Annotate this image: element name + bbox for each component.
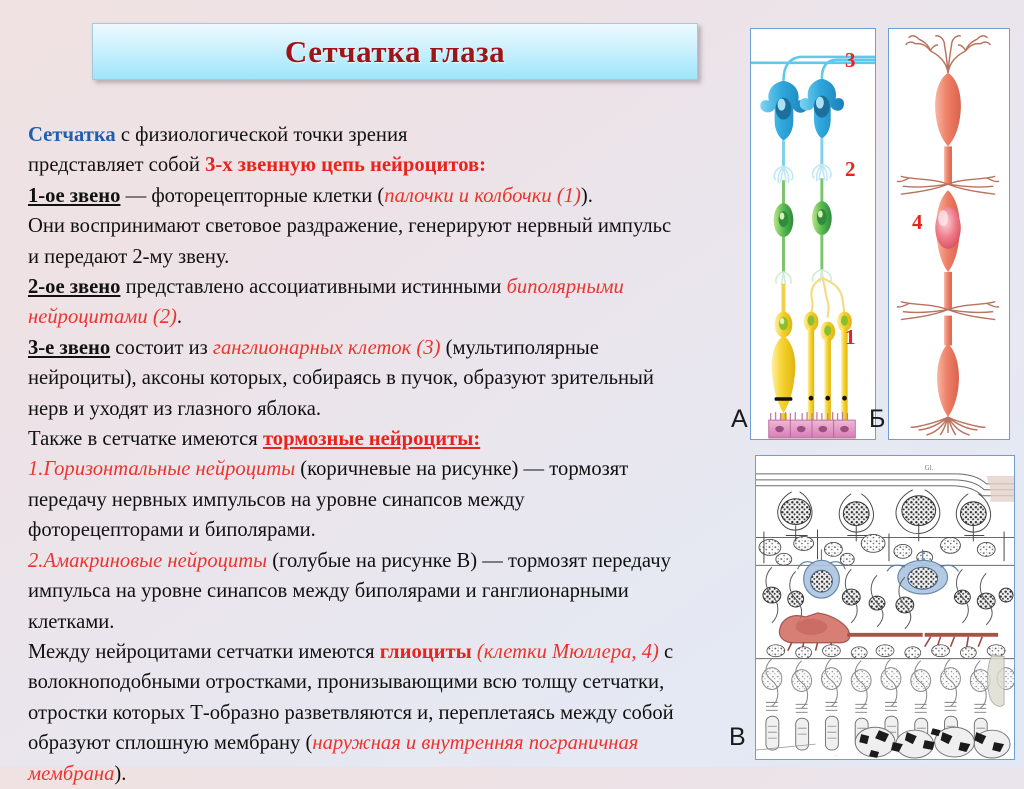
apical-branches xyxy=(906,36,991,73)
term-limiting-membrane-2: мембрана xyxy=(28,762,115,785)
text-line-6 xyxy=(28,272,750,302)
text-line-21 xyxy=(28,728,750,758)
svg-text:.: . xyxy=(835,752,837,759)
text-line-9: нейроциты), аксоны которых, собираясь в пучок, образуют зрительный xyxy=(28,367,654,390)
basal-endfeet xyxy=(911,417,986,435)
text-line-3 xyxy=(28,181,750,211)
text-line-1 xyxy=(28,120,750,150)
term-bipolar-1: биполярными xyxy=(506,276,624,299)
text-line-16: импульса на уровне синапсов между биполярами и ганглионарными xyxy=(28,580,629,603)
text-line-15 xyxy=(28,546,750,576)
text-line-5: и передают 2-му звену. xyxy=(28,245,230,268)
text-line-17: клетками. xyxy=(28,610,115,633)
svg-text:Gl.: Gl. xyxy=(924,463,934,472)
nucleus xyxy=(935,207,961,249)
text-line-18 xyxy=(28,637,750,667)
term-inhibitory-neurocytes: тормозные нейроциты: xyxy=(262,428,481,451)
basal-expansion xyxy=(937,343,959,417)
term-gliocytes: глиоциты xyxy=(379,640,472,663)
panel-label-b: Б xyxy=(869,405,886,433)
text-line-6-mid: представлено ассоциативными истинными xyxy=(120,276,507,299)
figure-panel-b xyxy=(888,28,1010,440)
term-amacrine-neurocytes: 2.Амакриновые нейроциты xyxy=(28,549,268,572)
text-line-15-rest: (голубые на рисунке В) — тормозят передачу xyxy=(267,549,671,572)
text-line-18-lead: Между нейроцитами сетчатки имеются xyxy=(28,640,380,663)
text-line-12-rest: (коричневые на рисунке) — тормозят xyxy=(295,458,629,481)
text-line-2-lead: представляет собой xyxy=(28,154,206,177)
text-line-8-mid: состоит из xyxy=(110,336,213,359)
term-ganglion-cells: ганглионарных клеток (3) xyxy=(212,336,441,359)
text-line-11 xyxy=(28,424,750,454)
text-line-22 xyxy=(28,759,750,789)
slide-title-box xyxy=(92,23,698,80)
callout-label-3: 3 xyxy=(845,48,856,72)
text-line-3-end: ). xyxy=(580,184,593,207)
text-line-20: отростки которых Т-образно разветвляются и, переплетаясь между собой xyxy=(28,701,674,724)
panel-label-a: А xyxy=(731,405,748,433)
term-rods-and-cones: палочки и колбочки (1) xyxy=(384,184,581,207)
panel-label-v: В xyxy=(729,723,746,751)
term-bipolar-2: нейроцитами (2) xyxy=(28,306,177,329)
text-line-13: передачу нервных импульсов на уровне синапсов между xyxy=(28,488,525,511)
term-limiting-membrane-1: наружная и внутренняя пограничная xyxy=(312,732,639,755)
term-muller-cells: (клетки Мюллера, 4) xyxy=(471,640,659,663)
text-line-12 xyxy=(28,454,750,484)
text-line-8-end: (мультиполярные xyxy=(440,336,599,359)
retina-histology-diagram xyxy=(756,456,1014,759)
upper-expansion xyxy=(935,73,961,147)
callout-label-2: 2 xyxy=(845,157,856,181)
figure-panel-a xyxy=(750,28,876,440)
text-line-14: фоторецепторами и биполярами. xyxy=(28,519,316,542)
bipolar-cell-group xyxy=(774,178,832,272)
text-line-21-lead: образуют сплошную мембрану ( xyxy=(28,732,313,755)
text-line-8 xyxy=(28,333,750,363)
text-line-1-rest: с физиологической точки зрения xyxy=(115,124,408,146)
term-link-3: 3-е звено xyxy=(28,336,111,359)
text-line-7-end: . xyxy=(176,306,183,329)
callout-label-1: 1 xyxy=(845,325,856,349)
figure-panel-v xyxy=(755,455,1015,760)
slide-body-text xyxy=(28,120,750,789)
retina-neuron-chain-diagram xyxy=(751,29,875,439)
text-line-7 xyxy=(28,302,750,332)
text-line-19: волокноподобными отростками, пронизывающими всю толщу сетчатки, xyxy=(28,671,665,694)
text-line-4: Они воспринимают световое раздражение, генерируют нервный импульс xyxy=(28,215,672,238)
text-line-18-end: с xyxy=(658,640,674,663)
text-line-22-end: ). xyxy=(114,762,127,785)
term-horizontal-neurocytes: 1.Горизонтальные нейроциты xyxy=(28,458,296,481)
callout-label-4: 4 xyxy=(912,210,923,234)
text-line-10: нерв и уходят из глазного яблока. xyxy=(28,397,322,420)
text-line-11-lead: Также в сетчатке имеются xyxy=(28,428,263,451)
ganglion-cell-group xyxy=(760,79,844,169)
text-line-2 xyxy=(28,150,750,180)
term-setchatka: Сетчатка xyxy=(28,124,116,146)
term-three-link-chain: 3-х звенную цепь нейроцитов: xyxy=(205,154,486,177)
term-link-2: 2-ое звено xyxy=(28,276,121,299)
page-title: Сетчатка глаза xyxy=(284,33,506,69)
term-link-1: 1-ое звено xyxy=(28,184,121,207)
muller-glial-cell-diagram xyxy=(889,29,1009,439)
text-line-3-mid: — фоторецепторные клетки ( xyxy=(120,184,385,207)
